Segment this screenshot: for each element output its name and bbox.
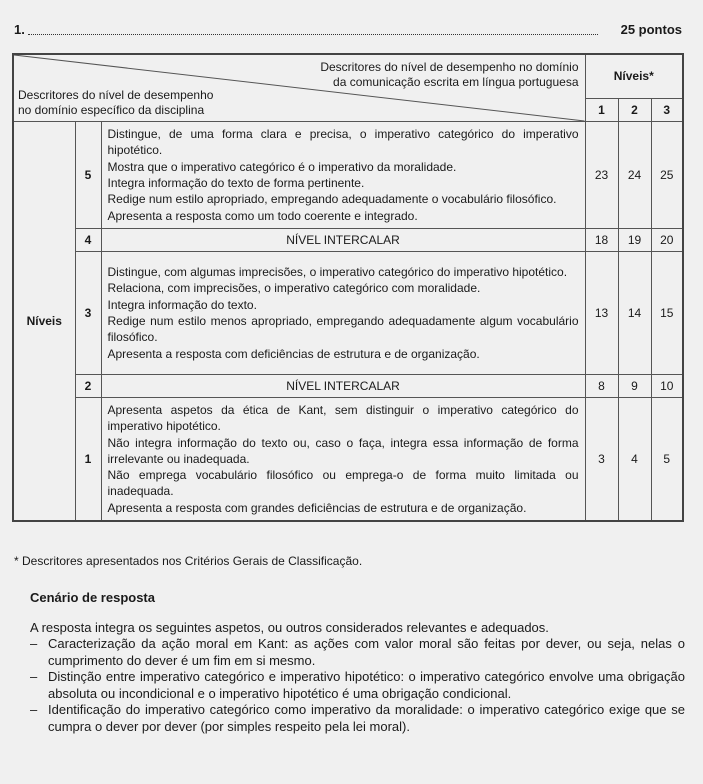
descriptor: Mostra que o imperativo categórico é o imperativo da moralidade. — [107, 159, 457, 174]
descriptor-cell — [101, 252, 585, 375]
level-number: 1 — [75, 398, 101, 522]
intermediate-level: NÍVEL INTERCALAR — [101, 229, 585, 252]
descriptor: Não integra informação do texto ou, caso o faça, integra essa informação de forma irrelevante ou inadequada. — [107, 435, 579, 466]
level-column-2: 2 — [618, 98, 651, 121]
scoring-table — [12, 53, 684, 522]
score: 19 — [618, 229, 651, 252]
descriptor: Integra informação do texto. — [107, 297, 257, 312]
header-bottom-line: Descritores do nível de desempenho — [18, 88, 214, 102]
descriptor: Apresenta a resposta com grandes deficiências de estrutura e de organização. — [107, 500, 527, 515]
descriptor-cell — [101, 122, 585, 229]
header-top-line: Descritores do nível de desempenho no domínio — [320, 60, 579, 74]
level-column-3: 3 — [651, 98, 683, 121]
list-item — [30, 636, 685, 669]
level-number: 4 — [75, 229, 101, 252]
scenario-title: Cenário de resposta — [30, 590, 155, 605]
footnote: * Descritores apresentados nos Critérios Gerais de Classificação. — [14, 554, 363, 568]
list-item-text: Distinção entre imperativo categórico e imperativo hipotético: o imperativo categórico envolve uma obrigação absoluta ou incondicional e o imperativo hipotético é uma obrigação condicional. — [48, 669, 685, 701]
descriptor: Redige num estilo menos apropriado, empregando adequadamente algum vocabulário filosófico. — [107, 314, 579, 345]
header-bottom-line: no domínio específico da disciplina — [18, 103, 205, 117]
list-item-text: Caracterização da ação moral em Kant: as ações com valor moral são feitas por dever, ou seja, nelas o cumprimento do dever é um fim em si mesmo. — [48, 636, 685, 668]
scenario-list — [30, 636, 685, 735]
dash-bullet: – — [30, 669, 38, 684]
score: 14 — [618, 252, 651, 375]
question-number: 1. — [14, 22, 25, 37]
intermediate-level: NÍVEL INTERCALAR — [101, 375, 585, 398]
question-header — [14, 22, 682, 40]
score: 5 — [651, 398, 683, 522]
question-points: 25 pontos — [620, 22, 682, 37]
score: 8 — [585, 375, 618, 398]
score: 15 — [651, 252, 683, 375]
level-number: 3 — [75, 252, 101, 375]
header-communication — [320, 60, 578, 90]
score: 20 — [651, 229, 683, 252]
descriptor: Distingue, de uma forma clara e precisa, o imperativo categórico do imperativo hipotético. — [107, 127, 579, 158]
header-discipline — [18, 88, 213, 118]
list-item — [30, 702, 685, 735]
level-number: 5 — [75, 122, 101, 229]
score: 23 — [585, 122, 618, 229]
descriptor: Não emprega vocabulário filosófico ou emprega-o de forma muito limitada ou inadequada. — [107, 468, 579, 499]
descriptor: Redige num estilo apropriado, empregando adequadamente o vocabulário filosófico. — [107, 192, 557, 207]
descriptor: Integra informação do texto de forma pertinente. — [107, 176, 365, 190]
header-top-line: da comunicação escrita em língua portuguesa — [333, 75, 579, 89]
score: 4 — [618, 398, 651, 522]
niveis-header: Níveis* — [585, 54, 683, 98]
score: 10 — [651, 375, 683, 398]
descriptor: Apresenta a resposta como um todo coerente e integrado. — [107, 208, 418, 223]
score: 13 — [585, 252, 618, 375]
list-item-text: Identificação do imperativo categórico como imperativo da moralidade: o imperativo categórico exige que se cumpra o dever por dever (por simples respeito pela lei moral). — [48, 702, 685, 734]
level-column-1: 1 — [585, 98, 618, 121]
score: 3 — [585, 398, 618, 522]
descriptor: Apresenta a resposta com deficiências de estrutura e de organização. — [107, 346, 480, 361]
descriptor: Relaciona, com imprecisões, o imperativo categórico com moralidade. — [107, 281, 481, 296]
descriptor-cell — [101, 398, 585, 522]
niveis-side-label: Níveis — [13, 122, 75, 522]
leader-dots — [28, 34, 598, 35]
descriptor: Distingue, com algumas imprecisões, o imperativo categórico do imperativo hipotético. — [107, 265, 568, 280]
score: 25 — [651, 122, 683, 229]
dash-bullet: – — [30, 702, 38, 717]
dash-bullet: – — [30, 636, 38, 651]
level-number: 2 — [75, 375, 101, 398]
scenario-intro: A resposta integra os seguintes aspetos, ou outros considerados relevantes e adequados. — [30, 620, 549, 635]
diagonal-header-cell — [13, 54, 585, 122]
descriptor: Apresenta aspetos da ética de Kant, sem distinguir o imperativo categórico do imperativo hipotético. — [107, 402, 579, 434]
score: 18 — [585, 229, 618, 252]
score: 9 — [618, 375, 651, 398]
score: 24 — [618, 122, 651, 229]
list-item — [30, 669, 685, 702]
